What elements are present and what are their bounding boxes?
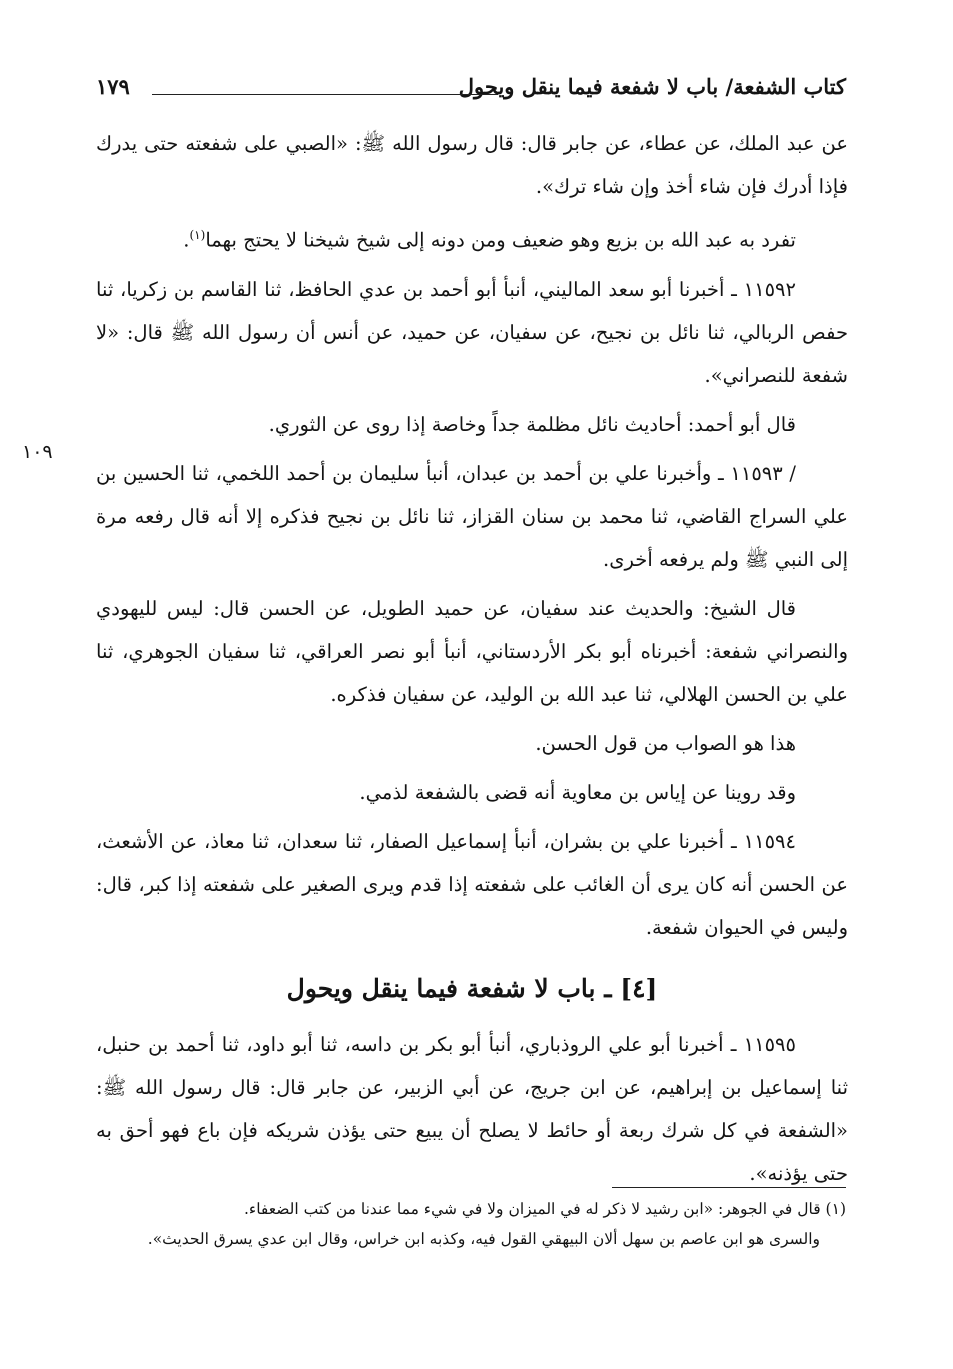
paragraph-hadith-11595: ١١٥٩٥ ـ أخبرنا أبو علي الروذباري، أنبأ أبو بكر بن داسه، ثنا أبو داود، ثنا أحمد بن حنبل، ثنا إسماعيل بن إبراهيم، عن ابن جريج، عن أبي الزبير، عن جابر قال: قال رسول الله ﷺ: «الشفعة في كل شرك ربعة أو حائط لا يصلح أن يبيع حتى يؤذن شريكه فإن باع فهو أحق به حتى يؤذنه». [96, 1032, 848, 1185]
margin-page-reference: ١٠٩ [22, 441, 53, 463]
header-title: كتاب الشفعة/ باب لا شفعة فيما ينقل ويحول [458, 74, 846, 99]
header-rule [152, 94, 498, 95]
running-header [96, 74, 846, 108]
paragraph-hadith-11594: ١١٥٩٤ ـ أخبرنا علي بن بشران، أنبأ إسماعيل الصفار، ثنا سعدان، ثنا معاذ، عن الأشعث، عن الحسن أنه كان يرى أن الغائب على شفعته إذا قدم ويرى الصغير على شفعته إذا كبر، قال: وليس في الحيوان شفعة. [96, 829, 848, 939]
paragraph-comment: تفرد به عبد الله بن بزيع وهو ضعيف ومن دونه إلى شيخ شيخنا لا يحتج بهما$^{(١)}$. [183, 228, 796, 252]
page-number: ١٧٩ [96, 74, 130, 99]
footnote-reference: (١) [189, 228, 206, 242]
paragraph-correct-view: هذا هو الصواب من قول الحسن. [535, 731, 796, 755]
paragraph-hadith-continuation: عن عبد الملك، عن عطاء، عن جابر قال: قال رسول الله ﷺ: «الصبي على شفعته حتى يدرك فإذا أدرك فإن شاء أخذ وإن شاء ترك». [96, 132, 848, 198]
footnote-1-continuation: والسرى هو ابن عاصم بن سهل ألان البيهقي القول فيه، وكذبه ابن خراس، وقال ابن عدي يسرق الحديث». [147, 1230, 820, 1248]
paragraph-abu-ahmad: قال أبو أحمد: أحاديث نائل مظلمة جداً وخاصة إذا روى عن الثوري. [268, 412, 796, 436]
paragraph-comment-text: تفرد به عبد الله بن بزيع وهو ضعيف ومن دونه إلى شيخ شيخنا لا يحتج بهما [205, 228, 796, 252]
paragraph-hadith-11593: / ١١٥٩٣ ـ وأخبرنا علي بن أحمد بن عبدان، أنبأ سليمان بن أحمد اللخمي، ثنا الحسين بن علي السراج القاضي، ثنا محمد بن سنان القزاز، ثنا نائل بن نجيح فذكره إلا أنه قال رفعه مرة إلى النبي ﷺ ولم يرفعه أخرى. [96, 461, 848, 571]
main-text [96, 122, 848, 1201]
footnotes [96, 1194, 846, 1254]
paragraph-shaykh-comment: قال الشيخ: والحديث عند سفيان، عن حميد الطويل، عن الحسن قال: ليس لليهودي والنصراني شفعة: أخبرناه أبو بكر الأردستاني، أنبأ أبو نصر العراقي، ثنا سفيان الجوهري، ثنا علي بن الحسن الهلالي، ثنا عبد الله بن الوليد، عن سفيان فذكره. [96, 596, 848, 706]
footnote-1: (١) قال في الجوهر: «ابن رشيد لا ذكر له في الميزان ولا في شيء مما عندنا من كتب الضعفاء. [243, 1200, 846, 1218]
paragraph-hadith-11592: ١١٥٩٢ ـ أخبرنا أبو سعد الماليني، أنبأ أبو أحمد بن عدي الحافظ، ثنا القاسم بن زكريا، ثنا حفص الربالي، ثنا نائل بن نجيح، عن سفيان، عن حميد، عن أنس أن رسول الله ﷺ قال: «لا شفعة للنصراني». [96, 277, 848, 387]
footnote-separator [612, 1187, 846, 1188]
paragraph-iyas: وقد روينا عن إياس بن معاوية أنه قضى بالشفعة لذمي. [359, 780, 796, 804]
section-heading: [٤] ـ باب لا شفعة فيما ينقل ويحول [286, 973, 658, 1003]
